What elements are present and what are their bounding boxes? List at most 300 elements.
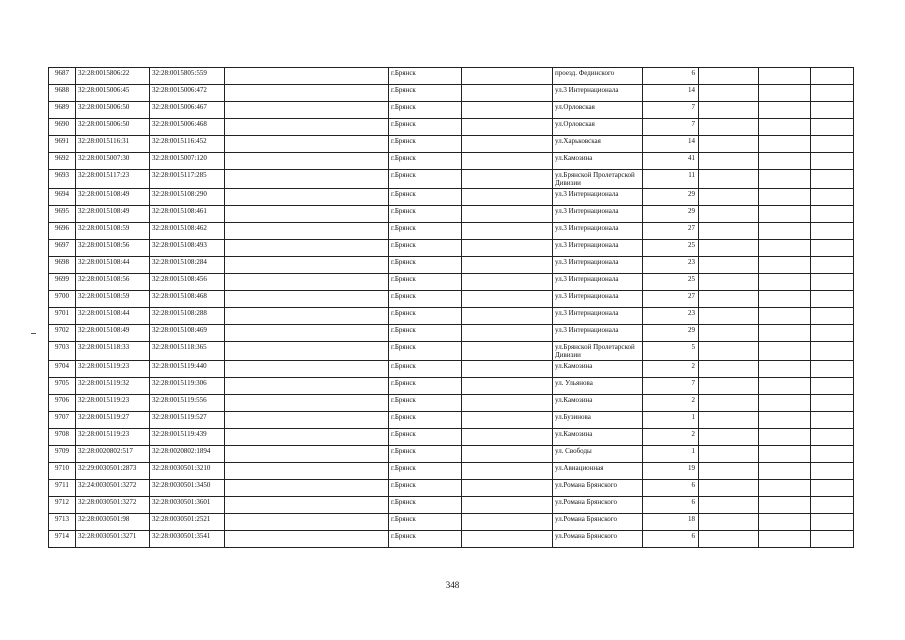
blank-cell bbox=[811, 170, 854, 189]
table-row bbox=[49, 395, 854, 412]
cadastral-parent-cell: 32:28:0015119:23 bbox=[76, 361, 150, 378]
area-cell: 6 bbox=[643, 531, 699, 548]
area-cell: 14 bbox=[643, 85, 699, 102]
table-row bbox=[49, 446, 854, 463]
blank-cell bbox=[759, 514, 811, 531]
row-number-cell: 9691 bbox=[49, 136, 76, 153]
blank-cell bbox=[462, 463, 553, 480]
blank-cell bbox=[699, 497, 759, 514]
blank-cell bbox=[462, 223, 553, 240]
city-cell: г.Брянск bbox=[389, 223, 462, 240]
blank-cell bbox=[759, 274, 811, 291]
blank-cell bbox=[462, 257, 553, 274]
row-number-cell: 9709 bbox=[49, 446, 76, 463]
blank-cell bbox=[811, 342, 854, 361]
row-number-cell: 9714 bbox=[49, 531, 76, 548]
street-cell: ул.Романа Брянского bbox=[553, 531, 643, 548]
cadastral-parent-cell: 32:28:0015108:44 bbox=[76, 308, 150, 325]
blank-cell bbox=[699, 85, 759, 102]
table-row bbox=[49, 429, 854, 446]
blank-cell bbox=[759, 497, 811, 514]
area-cell: 2 bbox=[643, 361, 699, 378]
area-cell: 27 bbox=[643, 291, 699, 308]
blank-cell bbox=[225, 429, 389, 446]
table-row bbox=[49, 412, 854, 429]
blank-cell bbox=[699, 531, 759, 548]
cadastral-number-cell: 32:28:0030501:3210 bbox=[150, 463, 225, 480]
area-cell: 29 bbox=[643, 189, 699, 206]
blank-cell bbox=[811, 257, 854, 274]
cadastral-parent-cell: 32:28:0015119:27 bbox=[76, 412, 150, 429]
table-row bbox=[49, 68, 854, 85]
city-cell: г.Брянск bbox=[389, 342, 462, 361]
cadastral-parent-cell: 32:28:0015108:49 bbox=[76, 206, 150, 223]
blank-cell bbox=[225, 257, 389, 274]
blank-cell bbox=[225, 136, 389, 153]
blank-cell bbox=[699, 446, 759, 463]
blank-cell bbox=[699, 257, 759, 274]
cadastral-parent-cell: 32:28:0015806:22 bbox=[76, 68, 150, 85]
blank-cell bbox=[811, 514, 854, 531]
area-cell: 14 bbox=[643, 136, 699, 153]
table-row bbox=[49, 325, 854, 342]
city-cell: г.Брянск bbox=[389, 361, 462, 378]
table-row bbox=[49, 223, 854, 240]
blank-cell bbox=[225, 68, 389, 85]
blank-cell bbox=[225, 480, 389, 497]
blank-cell bbox=[811, 378, 854, 395]
area-cell: 2 bbox=[643, 395, 699, 412]
blank-cell bbox=[699, 480, 759, 497]
blank-cell bbox=[462, 429, 553, 446]
city-cell: г.Брянск bbox=[389, 206, 462, 223]
table-row bbox=[49, 257, 854, 274]
blank-cell bbox=[462, 68, 553, 85]
table-row bbox=[49, 480, 854, 497]
blank-cell bbox=[699, 136, 759, 153]
street-cell: ул.3 Интернационала bbox=[553, 325, 643, 342]
cadastral-parent-cell: 32:28:0015108:59 bbox=[76, 291, 150, 308]
blank-cell bbox=[462, 446, 553, 463]
table-row bbox=[49, 531, 854, 548]
area-cell: 7 bbox=[643, 119, 699, 136]
table-row bbox=[49, 497, 854, 514]
area-cell: 6 bbox=[643, 497, 699, 514]
blank-cell bbox=[699, 463, 759, 480]
blank-cell bbox=[699, 325, 759, 342]
blank-cell bbox=[759, 153, 811, 170]
blank-cell bbox=[811, 240, 854, 257]
blank-cell bbox=[225, 463, 389, 480]
city-cell: г.Брянск bbox=[389, 325, 462, 342]
cadastral-parent-cell: 32:28:0015006:50 bbox=[76, 119, 150, 136]
cadastral-number-cell: 32:28:0015117:285 bbox=[150, 170, 225, 189]
cadastral-number-cell: 32:28:0015108:456 bbox=[150, 274, 225, 291]
street-cell: ул.Романа Брянского bbox=[553, 514, 643, 531]
blank-cell bbox=[462, 308, 553, 325]
area-cell: 29 bbox=[643, 206, 699, 223]
street-cell: ул.Камозина bbox=[553, 429, 643, 446]
cadastral-number-cell: 32:28:0020802:1894 bbox=[150, 446, 225, 463]
city-cell: г.Брянск bbox=[389, 240, 462, 257]
blank-cell bbox=[811, 189, 854, 206]
blank-cell bbox=[225, 446, 389, 463]
blank-cell bbox=[699, 514, 759, 531]
blank-cell bbox=[811, 446, 854, 463]
blank-cell bbox=[811, 136, 854, 153]
blank-cell bbox=[699, 378, 759, 395]
cadastral-table bbox=[48, 67, 854, 548]
blank-cell bbox=[811, 361, 854, 378]
blank-cell bbox=[225, 514, 389, 531]
table-row bbox=[49, 274, 854, 291]
row-number-cell: 9698 bbox=[49, 257, 76, 274]
blank-cell bbox=[759, 429, 811, 446]
blank-cell bbox=[462, 412, 553, 429]
row-number-cell: 9704 bbox=[49, 361, 76, 378]
blank-cell bbox=[225, 497, 389, 514]
blank-cell bbox=[225, 153, 389, 170]
blank-cell bbox=[759, 257, 811, 274]
blank-cell bbox=[225, 189, 389, 206]
row-number-cell: 9701 bbox=[49, 308, 76, 325]
blank-cell bbox=[811, 308, 854, 325]
street-cell: ул.Орловская bbox=[553, 119, 643, 136]
street-cell: проезд. Фединского bbox=[553, 68, 643, 85]
blank-cell bbox=[225, 102, 389, 119]
blank-cell bbox=[811, 497, 854, 514]
blank-cell bbox=[811, 531, 854, 548]
row-number-cell: 9712 bbox=[49, 497, 76, 514]
street-cell: ул.3 Интернационала bbox=[553, 189, 643, 206]
city-cell: г.Брянск bbox=[389, 378, 462, 395]
blank-cell bbox=[759, 189, 811, 206]
city-cell: г.Брянск bbox=[389, 480, 462, 497]
area-cell: 2 bbox=[643, 429, 699, 446]
cadastral-parent-cell: 32:28:0015108:56 bbox=[76, 240, 150, 257]
blank-cell bbox=[699, 206, 759, 223]
city-cell: г.Брянск bbox=[389, 446, 462, 463]
blank-cell bbox=[811, 102, 854, 119]
cadastral-number-cell: 32:28:0015119:439 bbox=[150, 429, 225, 446]
blank-cell bbox=[811, 412, 854, 429]
blank-cell bbox=[462, 153, 553, 170]
blank-cell bbox=[225, 240, 389, 257]
city-cell: г.Брянск bbox=[389, 68, 462, 85]
cadastral-parent-cell: 32:28:0015119:23 bbox=[76, 429, 150, 446]
cadastral-parent-cell: 32:28:0015108:56 bbox=[76, 274, 150, 291]
cadastral-number-cell: 32:28:0015108:469 bbox=[150, 325, 225, 342]
street-cell: ул. Ульянова bbox=[553, 378, 643, 395]
blank-cell bbox=[811, 429, 854, 446]
blank-cell bbox=[462, 378, 553, 395]
row-number-cell: 9703 bbox=[49, 342, 76, 361]
table-row bbox=[49, 206, 854, 223]
table-row bbox=[49, 136, 854, 153]
area-cell: 18 bbox=[643, 514, 699, 531]
blank-cell bbox=[759, 325, 811, 342]
cadastral-number-cell: 32:28:0030501:3541 bbox=[150, 531, 225, 548]
blank-cell bbox=[462, 531, 553, 548]
cadastral-number-cell: 32:28:0015108:462 bbox=[150, 223, 225, 240]
cadastral-parent-cell: 32:28:0015006:45 bbox=[76, 85, 150, 102]
blank-cell bbox=[225, 223, 389, 240]
city-cell: г.Брянск bbox=[389, 102, 462, 119]
blank-cell bbox=[225, 531, 389, 548]
blank-cell bbox=[699, 291, 759, 308]
blank-cell bbox=[759, 240, 811, 257]
table-row bbox=[49, 514, 854, 531]
cadastral-parent-cell: 32:28:0015108:44 bbox=[76, 257, 150, 274]
row-number-cell: 9692 bbox=[49, 153, 76, 170]
street-cell: ул.Авиационная bbox=[553, 463, 643, 480]
cadastral-parent-cell: 32:28:0015108:49 bbox=[76, 325, 150, 342]
area-cell: 23 bbox=[643, 257, 699, 274]
street-cell: ул.Брянской Пролетарской Дивизии bbox=[553, 170, 643, 189]
blank-cell bbox=[699, 361, 759, 378]
area-cell: 1 bbox=[643, 412, 699, 429]
cadastral-number-cell: 32:28:0015119:556 bbox=[150, 395, 225, 412]
street-cell: ул.3 Интернационала bbox=[553, 308, 643, 325]
blank-cell bbox=[759, 136, 811, 153]
blank-cell bbox=[699, 170, 759, 189]
blank-cell bbox=[225, 361, 389, 378]
cadastral-parent-cell: 32:28:0015119:23 bbox=[76, 395, 150, 412]
blank-cell bbox=[759, 531, 811, 548]
cadastral-number-cell: 32:28:0015006:467 bbox=[150, 102, 225, 119]
area-cell: 25 bbox=[643, 274, 699, 291]
city-cell: г.Брянск bbox=[389, 497, 462, 514]
table-body bbox=[49, 68, 854, 548]
row-number-cell: 9711 bbox=[49, 480, 76, 497]
street-cell: ул.3 Интернационала bbox=[553, 291, 643, 308]
city-cell: г.Брянск bbox=[389, 412, 462, 429]
area-cell: 25 bbox=[643, 240, 699, 257]
cadastral-parent-cell: 32:28:0030501:3272 bbox=[76, 497, 150, 514]
blank-cell bbox=[759, 206, 811, 223]
street-cell: ул.Камозина bbox=[553, 153, 643, 170]
table-row bbox=[49, 102, 854, 119]
blank-cell bbox=[462, 480, 553, 497]
cadastral-number-cell: 32:28:0015116:452 bbox=[150, 136, 225, 153]
table-row bbox=[49, 189, 854, 206]
table-row bbox=[49, 361, 854, 378]
cadastral-number-cell: 32:28:0015007:120 bbox=[150, 153, 225, 170]
area-cell: 19 bbox=[643, 463, 699, 480]
cadastral-parent-cell: 32:28:0015116:31 bbox=[76, 136, 150, 153]
city-cell: г.Брянск bbox=[389, 153, 462, 170]
city-cell: г.Брянск bbox=[389, 308, 462, 325]
blank-cell bbox=[699, 395, 759, 412]
row-number-cell: 9690 bbox=[49, 119, 76, 136]
cadastral-number-cell: 32:28:0015108:284 bbox=[150, 257, 225, 274]
row-number-cell: 9694 bbox=[49, 189, 76, 206]
cadastral-number-cell: 32:28:0015108:290 bbox=[150, 189, 225, 206]
blank-cell bbox=[811, 85, 854, 102]
blank-cell bbox=[699, 240, 759, 257]
street-cell: ул.Брянской Пролетарской Дивизии bbox=[553, 342, 643, 361]
cadastral-number-cell: 32:28:0015119:527 bbox=[150, 412, 225, 429]
blank-cell bbox=[699, 68, 759, 85]
row-number-cell: 9700 bbox=[49, 291, 76, 308]
cadastral-number-cell: 32:28:0015108:288 bbox=[150, 308, 225, 325]
blank-cell bbox=[462, 119, 553, 136]
blank-cell bbox=[225, 395, 389, 412]
street-cell: ул.Камозина bbox=[553, 395, 643, 412]
blank-cell bbox=[699, 342, 759, 361]
blank-cell bbox=[811, 223, 854, 240]
street-cell: ул.3 Интернационала bbox=[553, 223, 643, 240]
cadastral-parent-cell: 32:28:0020802:517 bbox=[76, 446, 150, 463]
blank-cell bbox=[225, 378, 389, 395]
cadastral-parent-cell: 32:28:0015006:50 bbox=[76, 102, 150, 119]
cadastral-number-cell: 32:28:0015108:493 bbox=[150, 240, 225, 257]
blank-cell bbox=[699, 412, 759, 429]
table-row bbox=[49, 342, 854, 361]
area-cell: 29 bbox=[643, 325, 699, 342]
blank-cell bbox=[759, 480, 811, 497]
cadastral-number-cell: 32:28:0015006:472 bbox=[150, 85, 225, 102]
row-number-cell: 9695 bbox=[49, 206, 76, 223]
row-number-cell: 9710 bbox=[49, 463, 76, 480]
street-cell: ул.3 Интернационала bbox=[553, 274, 643, 291]
city-cell: г.Брянск bbox=[389, 274, 462, 291]
street-cell: ул.Бузинова bbox=[553, 412, 643, 429]
city-cell: г.Брянск bbox=[389, 136, 462, 153]
blank-cell bbox=[759, 223, 811, 240]
city-cell: г.Брянск bbox=[389, 85, 462, 102]
cadastral-parent-cell: 32:28:0015007:30 bbox=[76, 153, 150, 170]
city-cell: г.Брянск bbox=[389, 395, 462, 412]
blank-cell bbox=[811, 68, 854, 85]
blank-cell bbox=[462, 189, 553, 206]
cadastral-number-cell: 32:28:0015119:306 bbox=[150, 378, 225, 395]
row-number-cell: 9705 bbox=[49, 378, 76, 395]
blank-cell bbox=[462, 514, 553, 531]
row-number-cell: 9699 bbox=[49, 274, 76, 291]
cadastral-parent-cell: 32:28:0015108:49 bbox=[76, 189, 150, 206]
table-row bbox=[49, 119, 854, 136]
street-cell: ул.Романа Брянского bbox=[553, 480, 643, 497]
blank-cell bbox=[759, 68, 811, 85]
row-number-cell: 9688 bbox=[49, 85, 76, 102]
blank-cell bbox=[699, 429, 759, 446]
city-cell: г.Брянск bbox=[389, 463, 462, 480]
blank-cell bbox=[811, 206, 854, 223]
cadastral-number-cell: 32:28:0015108:468 bbox=[150, 291, 225, 308]
area-cell: 27 bbox=[643, 223, 699, 240]
blank-cell bbox=[759, 85, 811, 102]
street-cell: ул. Свободы bbox=[553, 446, 643, 463]
street-cell: ул.Харьковская bbox=[553, 136, 643, 153]
blank-cell bbox=[462, 206, 553, 223]
blank-cell bbox=[699, 119, 759, 136]
blank-cell bbox=[462, 291, 553, 308]
city-cell: г.Брянск bbox=[389, 531, 462, 548]
cadastral-number-cell: 32:28:0015118:365 bbox=[150, 342, 225, 361]
cadastral-number-cell: 32:28:0030501:3450 bbox=[150, 480, 225, 497]
blank-cell bbox=[699, 102, 759, 119]
area-cell: 7 bbox=[643, 378, 699, 395]
city-cell: г.Брянск bbox=[389, 170, 462, 189]
table-row bbox=[49, 85, 854, 102]
row-number-cell: 9697 bbox=[49, 240, 76, 257]
row-number-cell: 9707 bbox=[49, 412, 76, 429]
blank-cell bbox=[225, 206, 389, 223]
blank-cell bbox=[225, 119, 389, 136]
blank-cell bbox=[462, 395, 553, 412]
row-number-cell: 9693 bbox=[49, 170, 76, 189]
cadastral-parent-cell: 32:28:0030501:98 bbox=[76, 514, 150, 531]
blank-cell bbox=[811, 274, 854, 291]
blank-cell bbox=[225, 325, 389, 342]
city-cell: г.Брянск bbox=[389, 429, 462, 446]
street-cell: ул.3 Интернационала bbox=[553, 257, 643, 274]
blank-cell bbox=[811, 463, 854, 480]
area-cell: 23 bbox=[643, 308, 699, 325]
blank-cell bbox=[759, 395, 811, 412]
blank-cell bbox=[759, 446, 811, 463]
street-cell: ул.3 Интернационала bbox=[553, 240, 643, 257]
row-number-cell: 9687 bbox=[49, 68, 76, 85]
blank-cell bbox=[759, 291, 811, 308]
blank-cell bbox=[699, 223, 759, 240]
blank-cell bbox=[462, 361, 553, 378]
cadastral-number-cell: 32:28:0015006:468 bbox=[150, 119, 225, 136]
blank-cell bbox=[811, 395, 854, 412]
blank-cell bbox=[759, 378, 811, 395]
blank-cell bbox=[225, 85, 389, 102]
street-cell: ул.Орловская bbox=[553, 102, 643, 119]
cadastral-parent-cell: 32:28:0015108:59 bbox=[76, 223, 150, 240]
cadastral-number-cell: 32:28:0015119:440 bbox=[150, 361, 225, 378]
cadastral-parent-cell: 32:29:0030501:2873 bbox=[76, 463, 150, 480]
row-number-cell: 9689 bbox=[49, 102, 76, 119]
page-number: 348 bbox=[445, 580, 460, 590]
blank-cell bbox=[462, 342, 553, 361]
blank-cell bbox=[225, 342, 389, 361]
blank-cell bbox=[759, 463, 811, 480]
cadastral-number-cell: 32:28:0015108:461 bbox=[150, 206, 225, 223]
blank-cell bbox=[759, 308, 811, 325]
area-cell: 1 bbox=[643, 446, 699, 463]
row-number-cell: 9696 bbox=[49, 223, 76, 240]
area-cell: 5 bbox=[643, 342, 699, 361]
blank-cell bbox=[225, 274, 389, 291]
table-row bbox=[49, 308, 854, 325]
blank-cell bbox=[225, 412, 389, 429]
table-row bbox=[49, 378, 854, 395]
cadastral-parent-cell: 32:28:0015118:33 bbox=[76, 342, 150, 361]
city-cell: г.Брянск bbox=[389, 291, 462, 308]
blank-cell bbox=[811, 119, 854, 136]
blank-cell bbox=[225, 291, 389, 308]
blank-cell bbox=[759, 102, 811, 119]
blank-cell bbox=[462, 325, 553, 342]
city-cell: г.Брянск bbox=[389, 119, 462, 136]
city-cell: г.Брянск bbox=[389, 257, 462, 274]
row-number-cell: 9713 bbox=[49, 514, 76, 531]
row-number-cell: 9708 bbox=[49, 429, 76, 446]
table-row bbox=[49, 463, 854, 480]
table-row bbox=[49, 153, 854, 170]
city-cell: г.Брянск bbox=[389, 514, 462, 531]
blank-cell bbox=[699, 189, 759, 206]
blank-cell bbox=[462, 274, 553, 291]
blank-cell bbox=[699, 308, 759, 325]
table-row bbox=[49, 170, 854, 189]
street-cell: ул.3 Интернационала bbox=[553, 206, 643, 223]
